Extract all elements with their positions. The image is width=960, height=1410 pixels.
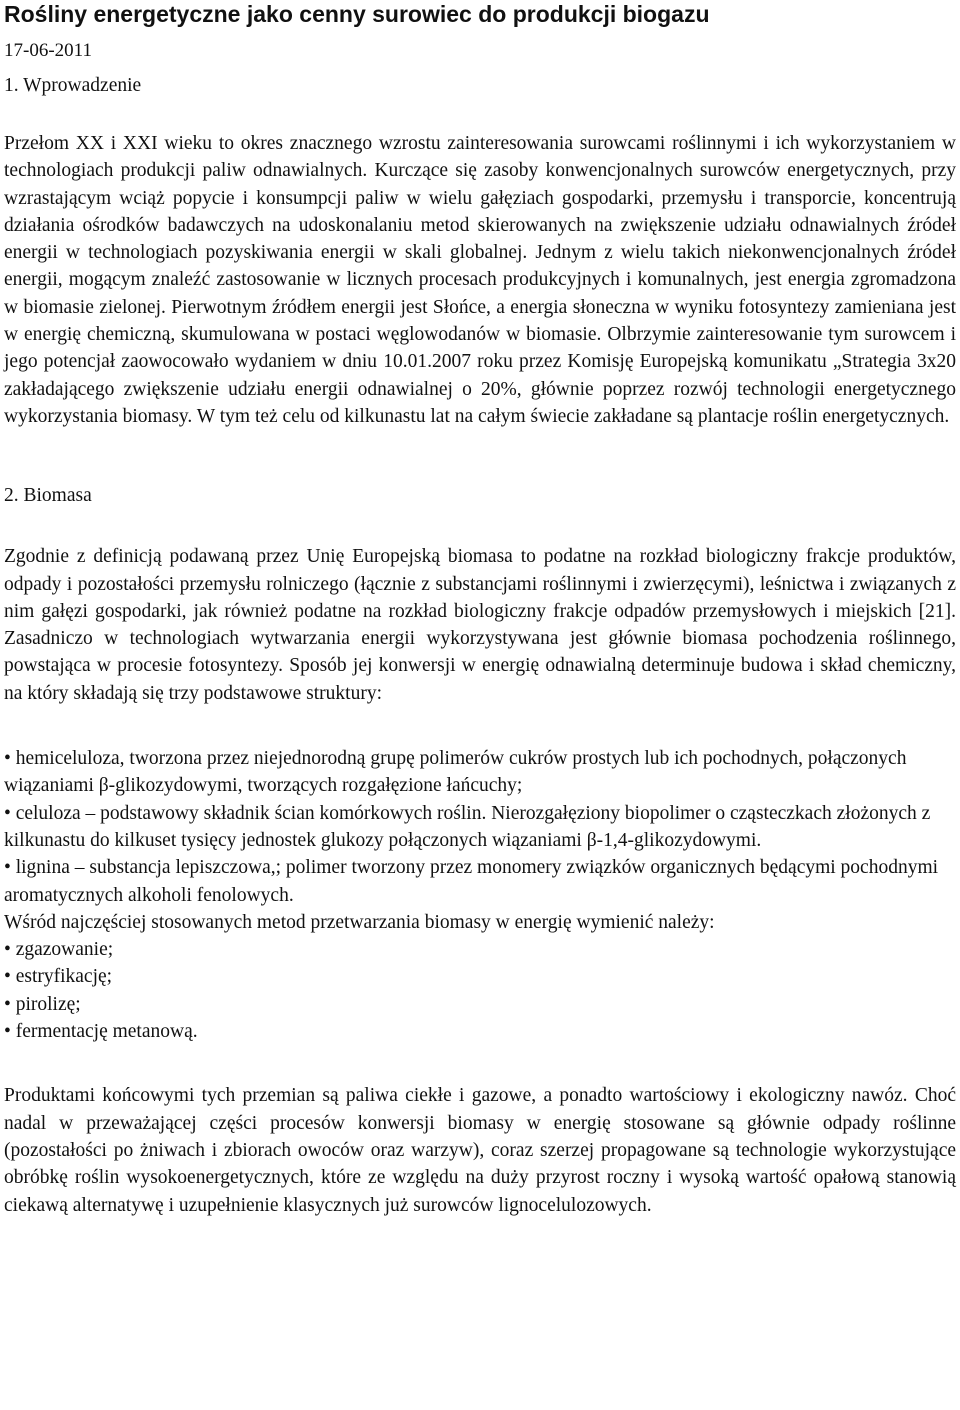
list-item: • hemiceluloza, tworzona przez niejednorodną grupę polimerów cukrów prostych lub ich pochodnych, połączonych wiązaniami β-glikozydowymi, tworzących rozgałęzione łańcuchy; bbox=[4, 745, 956, 800]
methods-list bbox=[4, 936, 956, 1045]
methods-intro: Wśród najczęściej stosowanych metod przetwarzania biomasy w energię wymienić należy: bbox=[4, 911, 715, 933]
list-item: • estryfikację; bbox=[4, 963, 956, 990]
introduction-paragraph: Przełom XX i XXI wieku to okres znacznego wzrostu zainteresowania surowcami roślinnymi i ich wykorzystaniem w technologiach produkcji paliw odnawialnych. Kurczące się zasoby konwencjonalnych surowców energetycznych, przy wzrastającym wciąż popycie i konsumpcji paliw w wielu gałęziach gospodarki, przemysłu i transporcie, koncentrują działania ośrodków badawczych na udoskonalaniu metod skierowanych na zwiększenie udziału odnawialnych źródeł energii w technologiach pozyskiwania energii w skali globalnej. Jednym z wielu takich niekonwencjonalnych źródeł energii, mogącym znaleźć zastosowanie w licznych procesach produkcyjnych i komunalnych, jest energia zgromadzona w biomasie zielonej. Pierwotnym źródłem energii jest Słońce, a energia słoneczna w wyniku fotosyntezy zamieniana jest w energię chemiczną, skumulowana w postaci węglowodanów w biomasie. Olbrzymie zainteresowanie tym surowcem i jego potencjał zaowocowało wydaniem w dniu 10.01.2007 roku przez Komisję Europejską komunikatu „Strategia 3x20 zakładającego zwiększenie udziału energii odnawialnej o 20%, głównie poprzez rozwój technologii energetycznego wykorzystania biomasy. W tym też celu od kilkunastu lat na całym świecie zakładane są plantacje roślin energetycznych. bbox=[4, 133, 956, 427]
article-date: 17-06-2011 bbox=[4, 40, 92, 61]
article-title: Rośliny energetyczne jako cenny surowiec do produkcji biogazu bbox=[4, 1, 710, 27]
list-item: • celuloza – podstawowy składnik ścian komórkowych roślin. Nierozgałęziony biopolimer o cząsteczkach złożonych z kilkunastu do kilkuset tysięcy jednostek glukozy połączonych wiązaniami β-1,4-glikozydowymi. bbox=[4, 800, 956, 855]
structures-list bbox=[4, 745, 956, 909]
list-item: • fermentację metanową. bbox=[4, 1018, 956, 1045]
list-item: • lignina – substancja lepiszczowa,; polimer tworzony przez monomery związków organicznych będącymi pochodnymi aromatycznych alkoholi fenolowych. bbox=[4, 854, 956, 909]
biomass-definition-paragraph: Zgodnie z definicją podawaną przez Unię Europejską biomasa to podatne na rozkład biologiczny frakcje produktów, odpady i pozostałości przemysłu rolniczego (łącznie z substancjami roślinnymi i zwierzęcymi), leśnictwa i związanych z nim gałęzi gospodarki, jak również podatne na rozkład biologiczny frakcje odpadów przemysłowych i miejskich [21]. Zasadniczo w technologiach wytwarzania energii wykorzystywana jest głównie biomasa pochodzenia roślinnego, powstająca w procesie fotosyntezy. Sposób jej konwersji w energię odnawialną determinuje budowa i skład chemiczny, na który składają się trzy podstawowe struktury: bbox=[4, 546, 956, 704]
section-heading-biomass: 2. Biomasa bbox=[4, 485, 92, 507]
section-heading-introduction: 1. Wprowadzenie bbox=[4, 75, 142, 96]
list-item: • pirolizę; bbox=[4, 991, 956, 1018]
list-item: • zgazowanie; bbox=[4, 936, 956, 963]
conclusion-paragraph: Produktami końcowymi tych przemian są paliwa ciekłe i gazowe, a ponadto wartościowy i ekologiczny nawóz. Choć nadal w przeważającej części procesów konwersji biomasy w energię stosowane są głównie odpady roślinne (pozostałości po żniwach i zbiorach owoców oraz warzyw), coraz szerzej propagowane są technologie wykorzystujące obróbkę roślin wysokoenergetycznych, które ze względu na duży przyrost roczny i wysoką wartość opałową stanowią ciekawą alternatywę i uzupełnienie klasycznych już surowców lignocelulozowych. bbox=[4, 1085, 956, 1216]
